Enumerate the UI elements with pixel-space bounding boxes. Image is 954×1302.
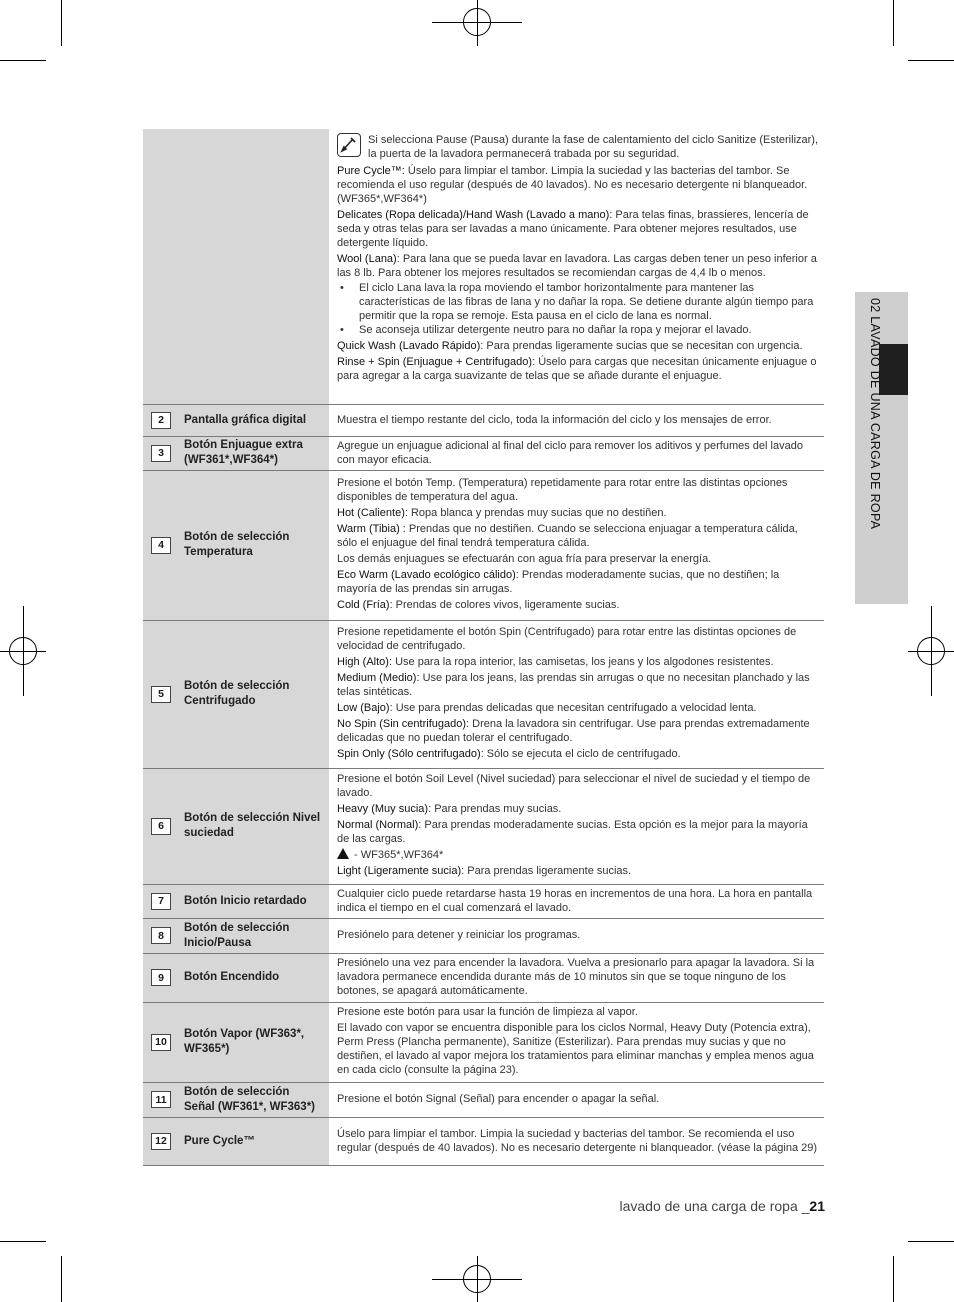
triangle-icon (337, 848, 349, 859)
list-item: • El ciclo Lana lava la ropa moviendo el tambor horizontalmente para mantener las características de las fibras de lana y no dañar la ropa. Se detiene durante algún tiempo para permitir que la ropa se remoje. Esta pausa en el ciclo de lana es normal. (337, 281, 818, 323)
option-description: : Drena la lavadora sin centrifugar. Use para prendas extremadamente delicadas que no puedan tolerar el centrifugado. (337, 717, 810, 744)
item-number: 11 (151, 1091, 171, 1108)
cycle-description: : Para telas finas, brassieres, lencería de seda y otras telas para ser lavadas a mano únicamente. Para obtener mejores resultados, use detergente líquido. (337, 209, 809, 249)
option-name: Eco Warm (Lavado ecológico cálido) (337, 568, 516, 581)
item-label: Botón Inicio retardado (184, 894, 307, 907)
item-label: Botón Encendido (184, 971, 280, 983)
table-row (143, 1082, 824, 1117)
option-name: Low (Bajo) (337, 701, 390, 714)
option-description: : Sólo se ejecuta el ciclo de centrifugado. (480, 747, 681, 760)
row-description-cell: Agregue un enjuague adicional al final del ciclo para remover los aditivos y perfumes del lavado con mayor eficacia. (329, 436, 824, 470)
crop-mark (61, 0, 62, 46)
description-text: Presione este botón para usar la función de limpieza al vapor. (337, 1005, 638, 1018)
caution-text: Si selecciona Pause (Pausa) durante la fase de calentamiento del ciclo Sanitize (Esterilizar), la puerta de la lavadora permanecerá trabada por su seguridad. (368, 134, 819, 160)
row-label-cell (143, 404, 329, 436)
item-number: 5 (151, 686, 171, 703)
intro-text: Presione el botón Temp. (Temperatura) repetidamente para rotar entre las distintas opciones disponibles de temperatura del agua. (337, 476, 788, 503)
item-number: 4 (151, 537, 171, 554)
row-description-cell: Muestra el tiempo restante del ciclo, toda la información del ciclo y los mensajes de error. (329, 404, 824, 436)
cycle-name: Quick Wash (Lavado Rápido) (337, 340, 481, 352)
crop-mark (61, 1256, 62, 1302)
option-name: Cold (Fría) (337, 598, 390, 611)
row-description-cell: Cualquier ciclo puede retardarse hasta 19 horas en incrementos de una hora. La hora en pantalla indica el tiempo en el cual comenzará el lavado. (329, 884, 824, 918)
option-description: : Ropa blanca y prendas muy sucias que no destiñen. (404, 506, 667, 519)
row-description-cell (329, 129, 824, 404)
item-number: 3 (151, 445, 171, 462)
option-name: Light (Ligeramente sucia) (337, 864, 462, 877)
crop-mark (908, 1241, 954, 1242)
crop-mark (893, 0, 894, 46)
option-description: : Prendas que no destiñen. Cuando se selecciona enjuagar a temperatura cálida, sólo el enjuague del final tendrá temperatura cálida. (337, 522, 798, 549)
table-row (143, 470, 824, 620)
row-label-cell (143, 918, 329, 953)
item-label: Botón de selección Nivel suciedad (184, 812, 321, 839)
list-item: • Se aconseja utilizar detergente neutro para no dañar la ropa y mejorar el lavado. (337, 323, 818, 337)
cycle-description: : Para lana que se pueda lavar en lavadora. Las cargas deben tener un peso inferior a las 8 lb. Para obtener los mejores resultados se recomiendan cargas de 4,4 lb o menos. (337, 253, 817, 279)
table-row (143, 620, 824, 768)
row-description-cell: Presione el botón Signal (Señal) para encender o apagar la señal. (329, 1082, 824, 1117)
cycle-description: : Úselo para cargas que necesitan únicamente enjuague o para agregar a la carga suavizante de telas que se añade durante el enjuague. (337, 356, 817, 382)
chapter-tab-label: 02 LAVADO DE UNA CARGA DE ROPA (868, 298, 882, 530)
option-description: : Para prendas muy sucias. (428, 802, 562, 815)
option-name: Spin Only (Sólo centrifugado) (337, 747, 481, 760)
item-label: Botón de selección Temperatura (184, 531, 290, 558)
option-description: : Use para la ropa interior, las camisetas, los jeans y los algodones resistentes. (388, 655, 774, 668)
option-name: Heavy (Muy sucia) (337, 802, 429, 815)
row-description-cell: Presiónelo una vez para encender la lavadora. Vuelva a presionarlo para apagar la lavadora. Si la lavadora permanece encendida durante más de 10 minutos sin que se toque ninguno de los botones, se apagará automáticamente. (329, 953, 824, 1002)
intro-text: Presione repetidamente el botón Spin (Centrifugado) para rotar entre las distintas opciones de velocidad de centrifugado. (337, 625, 797, 652)
table-row (143, 953, 824, 1002)
page-footer (619, 1198, 825, 1214)
item-number: 8 (151, 927, 171, 944)
page-number: 21 (809, 1198, 825, 1214)
option-name: Hot (Caliente) (337, 506, 405, 519)
row-label-cell (143, 470, 329, 620)
table-row (143, 404, 824, 436)
option-description: : Para prendas ligeramente sucias. (461, 864, 632, 877)
item-label: Botón de selección Señal (WF361*, WF363*) (184, 1085, 316, 1113)
item-label: Pure Cycle™ (184, 1134, 255, 1147)
row-label-cell (143, 884, 329, 918)
crop-mark (893, 1256, 894, 1302)
item-label: Pantalla gráfica digital (184, 413, 307, 426)
table-row (143, 884, 824, 918)
model-note: - WF365*,WF364* (351, 848, 444, 861)
crop-mark (0, 60, 46, 61)
crop-mark (477, 0, 478, 46)
option-name: Medium (Medio) (337, 671, 417, 684)
table-row (143, 1117, 824, 1165)
description-text: El lavado con vapor se encuentra disponible para los ciclos Normal, Heavy Duty (Potencia extra), Perm Press (Plancha permanente), Sanitize (Esterilizar). Para prendas muy sucias y que no destiñen, el lavado al vapor mejora los tratamientos para eliminar manchas y emplea menos agua en cada ciclo (consulte la página 23). (337, 1021, 814, 1076)
row-label-cell (143, 436, 329, 470)
option-name: Normal (Normal) (337, 818, 419, 831)
cycle-name: Rinse + Spin (Enjuague + Centrifugado) (337, 356, 533, 368)
table-row (143, 1002, 824, 1082)
row-label-cell (143, 768, 329, 884)
intro-text: Presione el botón Soil Level (Nivel suciedad) para seleccionar el nivel de suciedad y el tiempo de lavado. (337, 772, 811, 799)
table-row (143, 129, 824, 404)
item-number: 10 (151, 1034, 171, 1051)
cycle-description: Úselo para limpiar el tambor. Limpia la suciedad y las bacterias del tambor. Se recomienda el uso regular (después de 40 lavados). No es necesario detergente ni blanqueador. (WF365*,WF364*) (337, 165, 808, 205)
caution-note (337, 133, 818, 161)
option-description: : Prendas de colores vivos, ligeramente sucias. (389, 598, 620, 611)
option-description: : Prendas moderadamente sucias, que no destiñen; la mayoría de las prendas sin arrugas. (337, 568, 780, 595)
option-name: No Spin (Sin centrifugado) (337, 717, 467, 730)
note-text: Los demás enjuagues se efectuarán con agua fría para preservar la energía. (337, 552, 712, 565)
cycle-name: Delicates (Ropa delicada)/Hand Wash (Lavado a mano) (337, 209, 610, 221)
chapter-tab-marker (879, 344, 908, 395)
table-row (143, 436, 824, 470)
item-label: Botón Vapor (WF363*, WF365*) (184, 1028, 305, 1055)
crop-mark (908, 60, 954, 61)
note-pencil-icon (337, 133, 361, 157)
cycle-description: : Para prendas ligeramente sucias que se necesitan con urgencia. (480, 340, 803, 352)
row-label-cell (143, 953, 329, 1002)
row-description-cell (329, 470, 824, 620)
option-description: : Para prendas moderadamente sucias. Esta opción es la mejor para la mayoría de las cargas. (337, 818, 808, 845)
table-row (143, 768, 824, 884)
row-label-cell (143, 1117, 329, 1165)
item-label: Botón Enjuague extra (WF361*,WF364*) (184, 439, 303, 466)
option-description: : Use para prendas delicadas que necesitan centrifugado a velocidad lenta. (389, 701, 757, 714)
row-description-cell: Úselo para limpiar el tambor. Limpia la suciedad y bacterias del tambor. Se recomienda el uso regular (después de 40 lavados). No es necesario detergente ni blanqueador. (véase la página 29) (329, 1117, 824, 1165)
item-label: Botón de selección Inicio/Pausa (184, 921, 290, 949)
row-description-cell (329, 1002, 824, 1082)
row-description-cell (329, 620, 824, 768)
option-name: High (Alto) (337, 655, 389, 668)
footer-section: lavado de una carga de ropa _ (619, 1198, 810, 1214)
item-label: Botón de selección Centrifugado (184, 680, 290, 707)
cycle-name: Pure Cycle™: (337, 165, 405, 177)
row-label-cell (143, 1002, 329, 1082)
row-label-cell (143, 129, 329, 404)
item-number: 6 (151, 818, 171, 835)
crop-mark (0, 651, 46, 652)
item-number: 9 (151, 969, 171, 986)
table-row (143, 918, 824, 953)
option-description: : Use para los jeans, las prendas sin arrugas o que no necesitan planchado y las telas sintéticas. (337, 671, 810, 698)
crop-mark (908, 651, 954, 652)
crop-mark (0, 1241, 46, 1242)
row-description-cell (329, 768, 824, 884)
item-number: 2 (151, 412, 171, 429)
option-name: Warm (Tibia) (337, 522, 400, 535)
row-description-cell: Presiónelo para detener y reiniciar los programas. (329, 918, 824, 953)
control-panel-table (143, 129, 824, 1166)
row-label-cell (143, 620, 329, 768)
item-number: 12 (151, 1133, 171, 1150)
wool-bullet-list (337, 281, 818, 337)
item-number: 7 (151, 893, 171, 910)
crop-mark (477, 1256, 478, 1302)
row-label-cell (143, 1082, 329, 1117)
cycle-name: Wool (Lana) (337, 253, 397, 265)
